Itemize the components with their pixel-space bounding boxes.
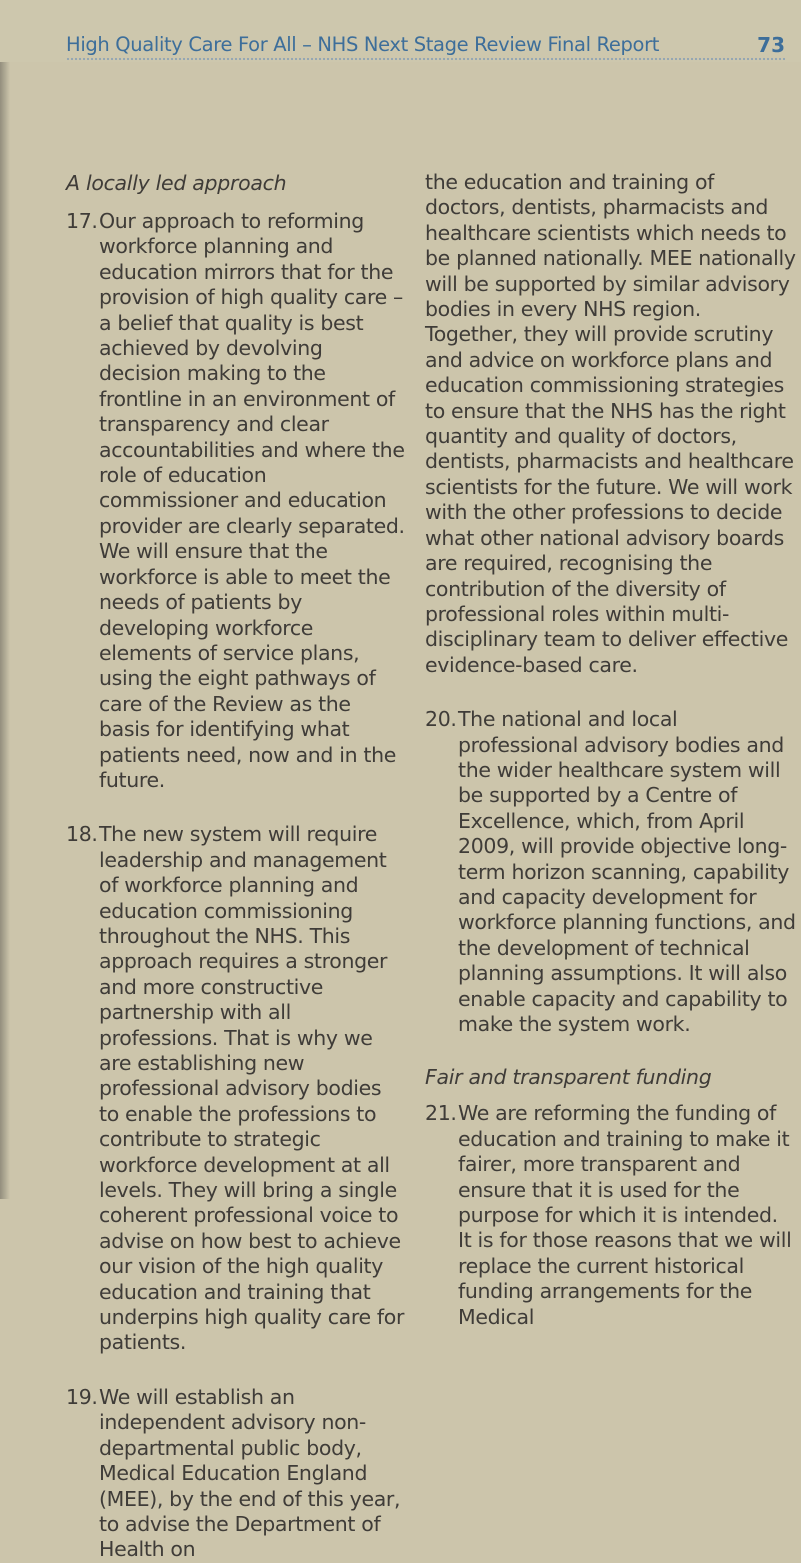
paragraph-text: Our approach to reforming workforce planning and education mirrors that for the provision of high quality care – a belief that quality is best achieved by devolving decision making to the frontline in an environment of transparency and clear accountabilities and where the role of education commissioner and education provider are clearly separated. We will ensure that the workforce is able to meet the needs of patients by developing workforce elements of service plans, using the eight pathways of care of the Review as the basis for identifying what patients need, now and in the future. <box>99 209 405 792</box>
continuation-paragraph: the education and training of doctors, dentists, pharmacists and healthcare scientists which needs to be planned nationally. MEE nationally will be supported by similar advisory bodies in every NHS region. Together, they will provide scrutiny and advice on workforce plans and education commissioning strategies to ensure that the NHS has the right quantity and quality of doctors, dentists, pharmacists and healthcare scientists for the future. We will work with the other professions to decide what other national advisory boards are required, recognising the contribution of the diversity of professional roles within multi-disciplinary team to deliver effective evidence-based care. <box>425 170 796 677</box>
section-heading-fair-funding: Fair and transparent funding <box>425 1065 712 1090</box>
paragraph-number: 18. <box>66 822 98 847</box>
left-column <box>66 170 406 1563</box>
section-heading-locally-led: A locally led approach <box>66 171 287 195</box>
paragraph-number: 21. <box>425 1101 457 1126</box>
paragraph-19 <box>66 1385 406 1563</box>
report-title: High Quality Care For All – NHS Next Stage Review Final Report <box>66 33 660 56</box>
paragraph-17 <box>66 209 406 793</box>
paragraph-18 <box>66 822 406 1356</box>
paragraph-number: 17. <box>66 209 98 233</box>
paragraph-number: 19. <box>66 1384 98 1409</box>
dotted-rule <box>66 57 785 61</box>
paragraph-21 <box>425 1101 797 1330</box>
right-column <box>425 170 797 1330</box>
paragraph-20 <box>425 707 797 1037</box>
paragraph-text: We will establish an independent advisory non-departmental public body, Medical Education England (MEE), by the end of this year, to advise the Department of Health on <box>99 1384 401 1562</box>
paragraph-number: 20. <box>425 707 457 732</box>
paragraph-text: The new system will require leadership and management of workforce planning and education commissioning throughout the NHS. This approach requires a stronger and more constructive partnership with all professions. That is why we are establishing new professional advisory bodies to enable the professions to contribute to strategic workforce development at all levels. They will bring a single coherent professional voice to advise on how best to achieve our vision of the high quality education and training that underpins high quality care for patients. <box>99 822 405 1355</box>
paragraph-text: We are reforming the funding of education and training to make it fairer, more transparent and ensure that it is used for the purpose for which it is intended. It is for those reasons that we will replace the current historical funding arrangements for the Medical <box>458 1101 792 1329</box>
paragraph-text: The national and local professional advisory bodies and the wider healthcare system will be supported by a Centre of Excellence, which, from April 2009, will provide objective long-term horizon scanning, capability and capacity development for workforce planning functions, and the development of technical planning assumptions. It will also enable capacity and capability to make the system work. <box>458 707 796 1036</box>
page-number: 73 <box>757 33 785 57</box>
page-edge-shadow <box>0 0 10 1199</box>
page-header <box>0 0 801 62</box>
